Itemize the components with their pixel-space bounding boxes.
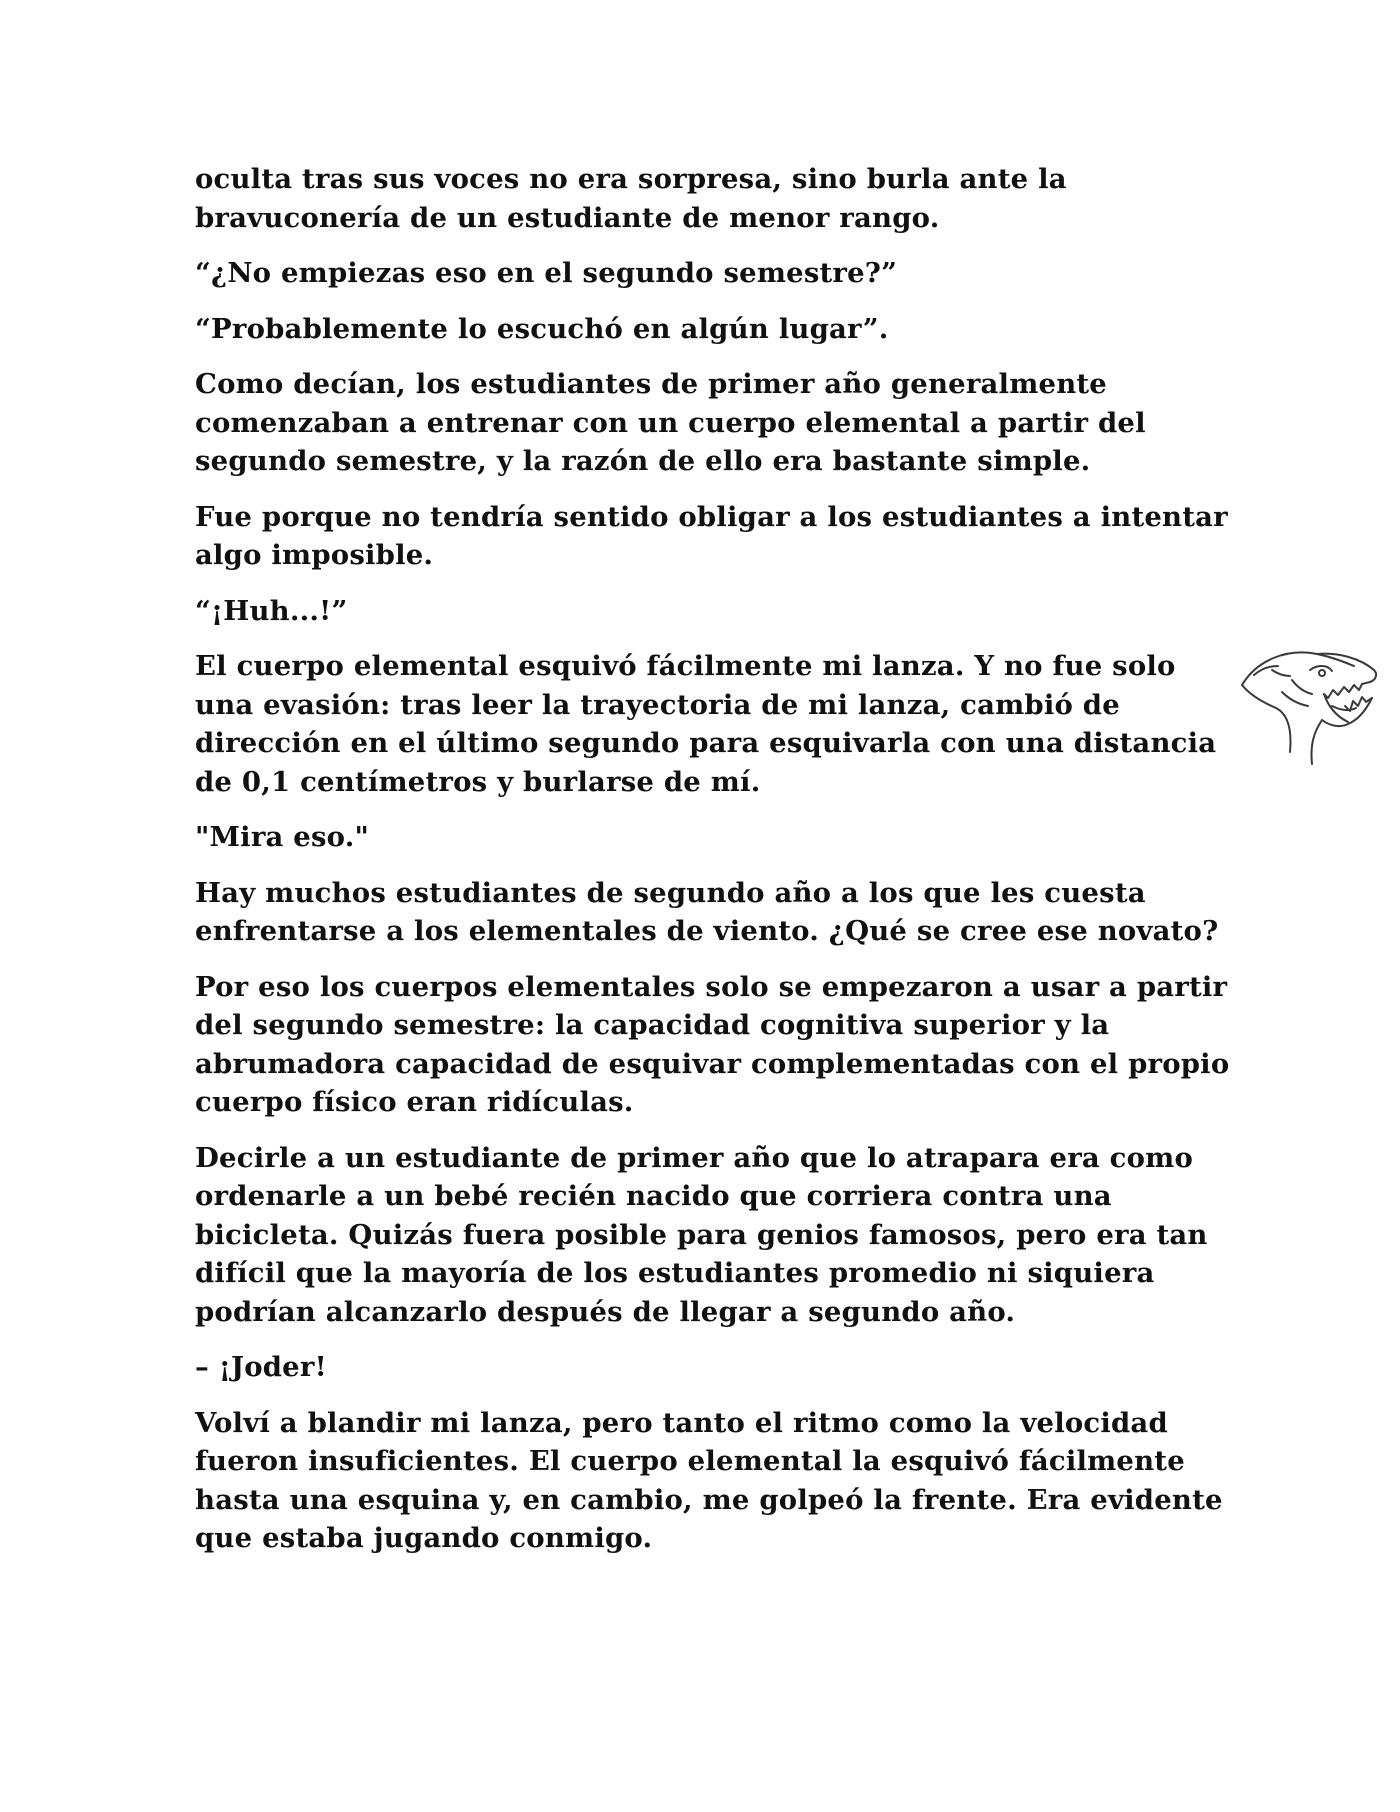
paragraph: “¡Huh...!” (195, 594, 348, 627)
paragraph: Fue porque no tendría sentido obligar a los estudiantes a intentar algo imposible. (195, 500, 1228, 571)
paragraph: Como decían, los estudiantes de primer año generalmente comenzaban a entrenar con un cuerpo elemental a partir del segundo semestre, y la razón de ello era bastante simple. (195, 368, 1146, 477)
paragraph: Volví a blandir mi lanza, pero tanto el ritmo como la velocidad fueron insuficientes. El cuerpo elemental la esquivó fácilmente hasta una esquina y, en cambio, me golpeó la frente. Era evidente que estaba jugando conmigo. (195, 1406, 1223, 1554)
paragraph: – ¡Joder! (195, 1351, 327, 1383)
body-text (195, 160, 1230, 1575)
paragraph: “¿No empiezas eso en el segundo semestre?” (195, 257, 898, 289)
paragraph: Por eso los cuerpos elementales solo se empezaron a usar a partir del segundo semestre: la capacidad cognitiva superior y la abrumadora capacidad de esquivar complementadas con el propio cuerpo físico eran ridículas. (195, 970, 1230, 1118)
paragraph: “Probablemente lo escuchó en algún lugar”. (195, 312, 889, 345)
paragraph: El cuerpo elemental esquivó fácilmente mi lanza. Y no fue solo una evasión: tras leer la trayectoria de mi lanza, cambió de dirección en el último segundo para esquivarla con una distancia de 0,1 centímetros y burlarse de mí. (195, 650, 1217, 798)
paragraph: "Mira eso." (195, 821, 370, 853)
dinosaur-head-sketch-icon (1232, 640, 1382, 770)
paragraph: Decirle a un estudiante de primer año que lo atrapara era como ordenarle a un bebé recién nacido que corriera contra una bicicleta. Quizás fuera posible para genios famosos, pero era tan difícil que la mayoría de los estudiantes promedio ni siquiera podrían alcanzarlo después de llegar a segundo año. (195, 1141, 1208, 1328)
paragraph: Hay muchos estudiantes de segundo año a los que les cuesta enfrentarse a los elementales de viento. ¿Qué se cree ese novato? (195, 876, 1219, 947)
paragraph: oculta tras sus voces no era sorpresa, sino burla ante la bravuconería de un estudiante de menor rango. (195, 163, 1067, 234)
